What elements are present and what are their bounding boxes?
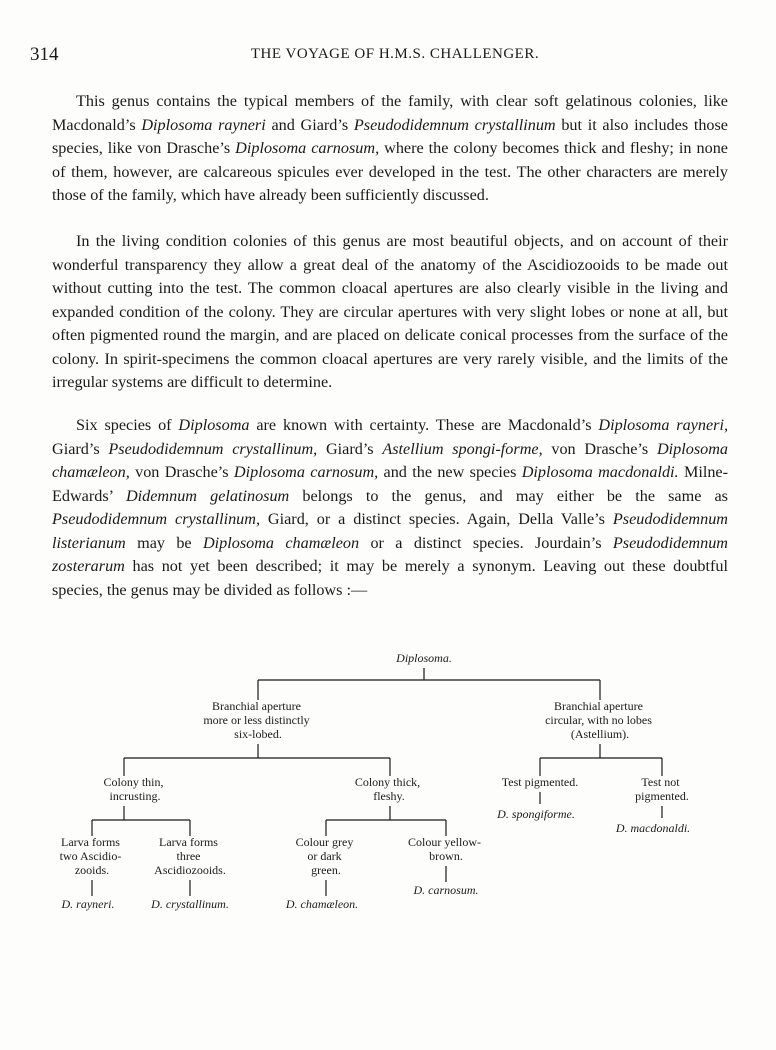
tree-node-colour-grey: Colour grey or dark green. — [295, 835, 354, 877]
text-run: Giard’s — [317, 439, 383, 458]
tree-node-colony-thick: Colony thick, fleshy. — [354, 775, 421, 803]
text-run: or a distinct species. Jourdain’s — [359, 533, 613, 552]
taxon-name: Pseudodidemnum crystallinum — [353, 115, 556, 134]
species-crystallinum: D. crystallinum. — [151, 897, 229, 911]
species-carnosum: D. carnosum. — [413, 883, 479, 897]
taxon-name: Diplosoma chamæleon, — [52, 439, 729, 481]
text-run: where the colony becomes thick and fleshy; in none of them, however, are calcareous spicules ever developed in the test. The other characters are merely those of the family, which have already been sufficiently discussed. — [52, 139, 728, 204]
text-run: Giard, or a distinct species. Again, Della Valle’s — [260, 510, 613, 528]
taxon-name: Pseudodidemnum crystallinum, — [52, 510, 260, 528]
text-run: von Drasche’s — [542, 439, 657, 458]
species-chamaeleon: D. chamæleon. — [285, 897, 359, 911]
tree-node-colour-yellow: Colour yellow- brown. — [408, 835, 481, 863]
species-spongiforme: D. spongiforme. — [497, 807, 575, 821]
text-run: may be — [125, 533, 203, 552]
text-run: von Drasche’s — [129, 463, 234, 481]
tree-node-test-not-pigmented: Test not pigmented. — [635, 775, 689, 803]
tree-node-branchial-lobed: Branchial aperture more or less distinctly six-lobed. — [203, 699, 310, 741]
taxon-name: Diplosoma macdonaldi. — [521, 463, 679, 481]
page-number: 314 — [30, 44, 59, 65]
taxon-name: Pseudodidemnum zosterarum — [52, 533, 728, 575]
tree-node-branchial-circular: Branchial aperture circular, with no lobes (Astellium). — [545, 699, 652, 741]
running-title: THE VOYAGE OF H.M.S. CHALLENGER. — [250, 46, 540, 62]
taxon-name: Diplosoma carnosum, — [235, 139, 380, 157]
text-run: and the new species — [378, 463, 522, 481]
text-run: are known with certainty. These are Macdonald’s — [249, 416, 599, 434]
text-run: Milne-Edwards’ — [52, 463, 729, 505]
text-run: has not yet been described; it may be merely a synonym. Leaving out these doubtful species, the genus may be divided as follows :— — [52, 557, 728, 599]
taxon-name: Diplosoma rayneri — [141, 115, 266, 134]
text-run: and Giard’s — [265, 115, 354, 134]
text-run: This genus contains the typical members of the family, with clear soft gelatinous colonies, like Macdonald’s — [52, 92, 728, 134]
text-run: In the living condition colonies of this genus are most beautiful objects, and on account of their wonderful transparency they allow a great deal of the anatomy of the Ascidiozooids to be made out without cutting into the test. The common cloacal apertures are also clearly visible in the living and expanded condition of the colony. They are circular apertures with very slight lobes or none at all, but often pigmented round the margin, and are placed on delicate conical processes from the surface of the colony. In spirit-specimens the common cloacal apertures are very rarely visible, and the limits of the irregular systems are difficult to determine. — [52, 232, 728, 391]
tree-node-larva-two: Larva forms two Ascidio- zooids. — [59, 835, 122, 877]
text-run: Giard’s — [52, 439, 109, 458]
text-run: but it also includes those species, like von Drasche’s — [52, 115, 728, 157]
tree-node-test-pigmented: Test pigmented. — [501, 775, 579, 789]
taxon-name: Diplosoma — [178, 416, 250, 434]
species-rayneri: D. rayneri. — [61, 897, 115, 911]
taxon-name: Astellium spongi-forme, — [382, 439, 543, 458]
taxon-name: Pseudodidemnum crystallinum, — [108, 439, 318, 458]
text-run: Six species of — [76, 416, 179, 434]
species-macdonaldi: D. macdonaldi. — [615, 821, 691, 835]
taxon-name: Diplosoma chamæleon — [202, 533, 360, 552]
taxon-name: Diplosoma rayneri, — [598, 416, 728, 434]
tree-node-larva-three: Larva forms three Ascidiozooids. — [154, 835, 226, 877]
text-run: belongs to the genus, and may either be the same as — [289, 486, 728, 505]
taxon-name: Didemnum gelatinosum — [125, 486, 290, 505]
tree-root: Diplosoma. — [396, 651, 452, 665]
tree-node-colony-thin: Colony thin, incrusting. — [103, 775, 164, 803]
taxon-name: Pseudodidemnum listerianum — [52, 510, 728, 552]
taxon-name: Diplosoma carnosum, — [233, 463, 379, 481]
